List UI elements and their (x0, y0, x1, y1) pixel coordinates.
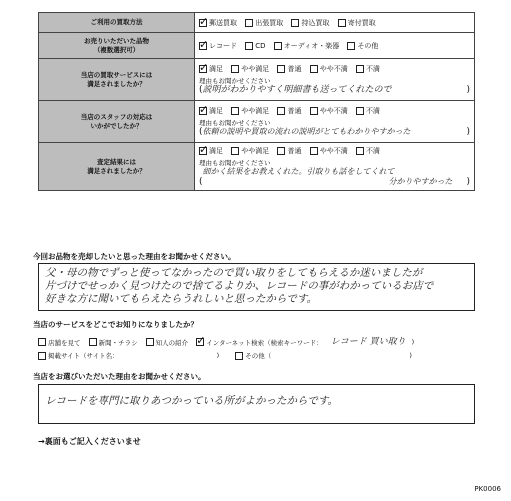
answer-reason-sell[interactable] (38, 263, 475, 311)
search-keyword-answer[interactable]: レコード 買い取り (330, 337, 406, 347)
option-dissatisfied[interactable]: 不満 (356, 64, 380, 74)
row-items (39, 33, 475, 59)
checkbox[interactable] (89, 338, 97, 346)
checkbox[interactable] (356, 147, 364, 155)
footer-note: →裏面もご記入くださいませ (38, 437, 141, 446)
checkbox[interactable] (338, 19, 346, 27)
handwritten-answer: 説明がわかりやすく明細書も送ってくれたので (202, 85, 392, 95)
option-normal[interactable]: 普通 (277, 106, 301, 116)
checkbox[interactable] (356, 107, 364, 115)
answer-items (195, 33, 475, 59)
answer-appraisal (195, 143, 475, 191)
option-somewhat-satisfied[interactable]: やや満足 (231, 106, 269, 116)
option-somewhat-satisfied[interactable]: やや満足 (231, 64, 269, 74)
option-other[interactable]: その他 (347, 41, 378, 51)
option-store[interactable]: 店舗を見て (38, 338, 81, 347)
reason-label: 理由もお聞かせください (199, 77, 271, 85)
checkbox[interactable] (235, 352, 243, 360)
option-satisfied[interactable]: ✓満足 (199, 64, 223, 74)
checkbox[interactable] (245, 19, 253, 27)
answer-why-chosen[interactable] (38, 384, 475, 424)
checkbox[interactable] (277, 147, 285, 155)
option-somewhat-dissatisfied[interactable]: やや不満 (310, 106, 348, 116)
option-somewhat-dissatisfied[interactable]: やや不満 (310, 146, 348, 156)
option-visit[interactable]: 出張買取 (245, 18, 283, 28)
checkbox[interactable] (199, 65, 207, 73)
option-cd[interactable]: CD (245, 42, 265, 50)
question-items: お売りいただいた品物 （複数選択可） (39, 33, 195, 59)
handwritten-answer (203, 167, 467, 187)
option-dissatisfied[interactable]: 不満 (356, 146, 380, 156)
checkbox[interactable] (310, 65, 318, 73)
option-record[interactable]: ✓ レコード (199, 41, 237, 51)
option-satisfied[interactable]: ✓満足 (199, 106, 223, 116)
option-audio[interactable]: オーディオ・楽器 (274, 41, 339, 51)
option-somewhat-dissatisfied[interactable]: やや不満 (310, 64, 348, 74)
option-normal[interactable]: 普通 (277, 64, 301, 74)
answer-line-2: 分かりやすかった (388, 177, 453, 186)
handwritten-line-1: 父・母の物でずっと使ってなかったので買い取りをしてもらえるか迷いましたが (45, 267, 423, 279)
handwritten-answer: 依頼の説明や買取の流れの説明がとてもわかりやすかった (202, 127, 411, 136)
answer-line-1: 細かく結果をお教えくれた。引取りも話をしてくれて (202, 167, 395, 176)
option-bring[interactable]: 持込買取 (291, 18, 329, 28)
checkbox[interactable] (231, 147, 239, 155)
option-donate[interactable]: 寄付買取 (338, 18, 376, 28)
checkbox[interactable] (277, 107, 285, 115)
reason-answer-service[interactable]: ( 説明がわかりやすく明細書も送ってくれたので ) (199, 85, 470, 95)
option-other-source[interactable]: その他（ (235, 351, 271, 360)
option-listing-site[interactable]: 掲載サイト（サイト名： (38, 351, 119, 360)
question-appraisal: 査定結果には 満足されましたか？ (39, 143, 195, 191)
handwritten-line-3: 好きな方に聞いてもらえたらうれしいと思ったからです。 (45, 293, 318, 305)
checkbox[interactable] (199, 147, 207, 155)
option-internet[interactable]: ✓ インターネット検索（検索キーワード： (196, 338, 322, 347)
question-service: 当店の買取サービスには 満足されましたか？ (39, 59, 195, 101)
handwritten-answer: レコードを専門に取りあつかっている所がよかったからです。 (45, 395, 339, 407)
checkbox[interactable] (231, 65, 239, 73)
option-newspaper[interactable]: 新聞・チラシ (89, 338, 138, 347)
question-reason-sell: 今回お品物を売却したいと思った理由をお聞かせください。 (33, 252, 236, 261)
checkbox[interactable] (274, 42, 282, 50)
checkbox[interactable] (310, 107, 318, 115)
checkbox[interactable] (199, 107, 207, 115)
option-satisfied[interactable]: ✓満足 (199, 146, 223, 156)
checkbox[interactable] (231, 107, 239, 115)
checkbox[interactable] (277, 65, 285, 73)
checkbox[interactable] (347, 42, 355, 50)
row-staff (39, 101, 475, 143)
checkbox[interactable] (146, 338, 154, 346)
row-appraisal (39, 143, 475, 191)
checkbox[interactable] (310, 147, 318, 155)
reason-label: 理由もお聞かせください (199, 119, 271, 127)
checkbox[interactable] (38, 352, 46, 360)
question-how-known: 当店のサービスをどこでお知りになりましたか？ (33, 320, 198, 329)
checkbox[interactable] (38, 338, 46, 346)
handwritten-line-2: 片づけでせっかく見つけたので捨てるよりか、レコードの事がわかっているお店で (45, 280, 434, 292)
option-normal[interactable]: 普通 (277, 146, 301, 156)
form-code: PK0006 (474, 485, 501, 493)
question-method: ご利用の買取方法 (39, 13, 195, 33)
checkbox[interactable] (356, 65, 364, 73)
question-staff: 当店のスタッフの対応は いかがでしたか？ (39, 101, 195, 143)
checkbox[interactable] (199, 19, 207, 27)
answer-service (195, 59, 475, 101)
checkbox[interactable] (245, 42, 253, 50)
reason-label: 理由もお聞かせください (199, 159, 271, 167)
reason-answer-appraisal[interactable]: ( 細かく結果をお教えくれた。引取りも話をしてくれて 分かりやすかった ) (199, 167, 470, 187)
known-options-row-2: 掲載サイト（サイト名： ) その他（ ) (38, 351, 412, 360)
question-why-chosen: 当店をお選びいただいた理由をお聞かせください。 (33, 372, 206, 381)
answer-staff (195, 101, 475, 143)
option-referral[interactable]: 知人の紹介 (146, 338, 189, 347)
reason-answer-staff[interactable]: ( 依頼の説明や買取の流れの説明がとてもわかりやすかった ) (199, 127, 470, 137)
checkbox[interactable] (196, 338, 204, 346)
option-dissatisfied[interactable]: 不満 (356, 106, 380, 116)
option-somewhat-satisfied[interactable]: やや満足 (231, 146, 269, 156)
survey-table (38, 12, 475, 191)
known-options-row-1: 店舗を見て 新聞・チラシ 知人の紹介 ✓ インターネット検索（検索キーワード： レコード 買い取り ) (38, 334, 414, 347)
option-mail[interactable]: ✓ 郵送買取 (199, 18, 237, 28)
row-method (39, 13, 475, 33)
checkbox[interactable] (199, 42, 207, 50)
checkbox[interactable] (291, 19, 299, 27)
row-service (39, 59, 475, 101)
answer-method (195, 13, 475, 33)
